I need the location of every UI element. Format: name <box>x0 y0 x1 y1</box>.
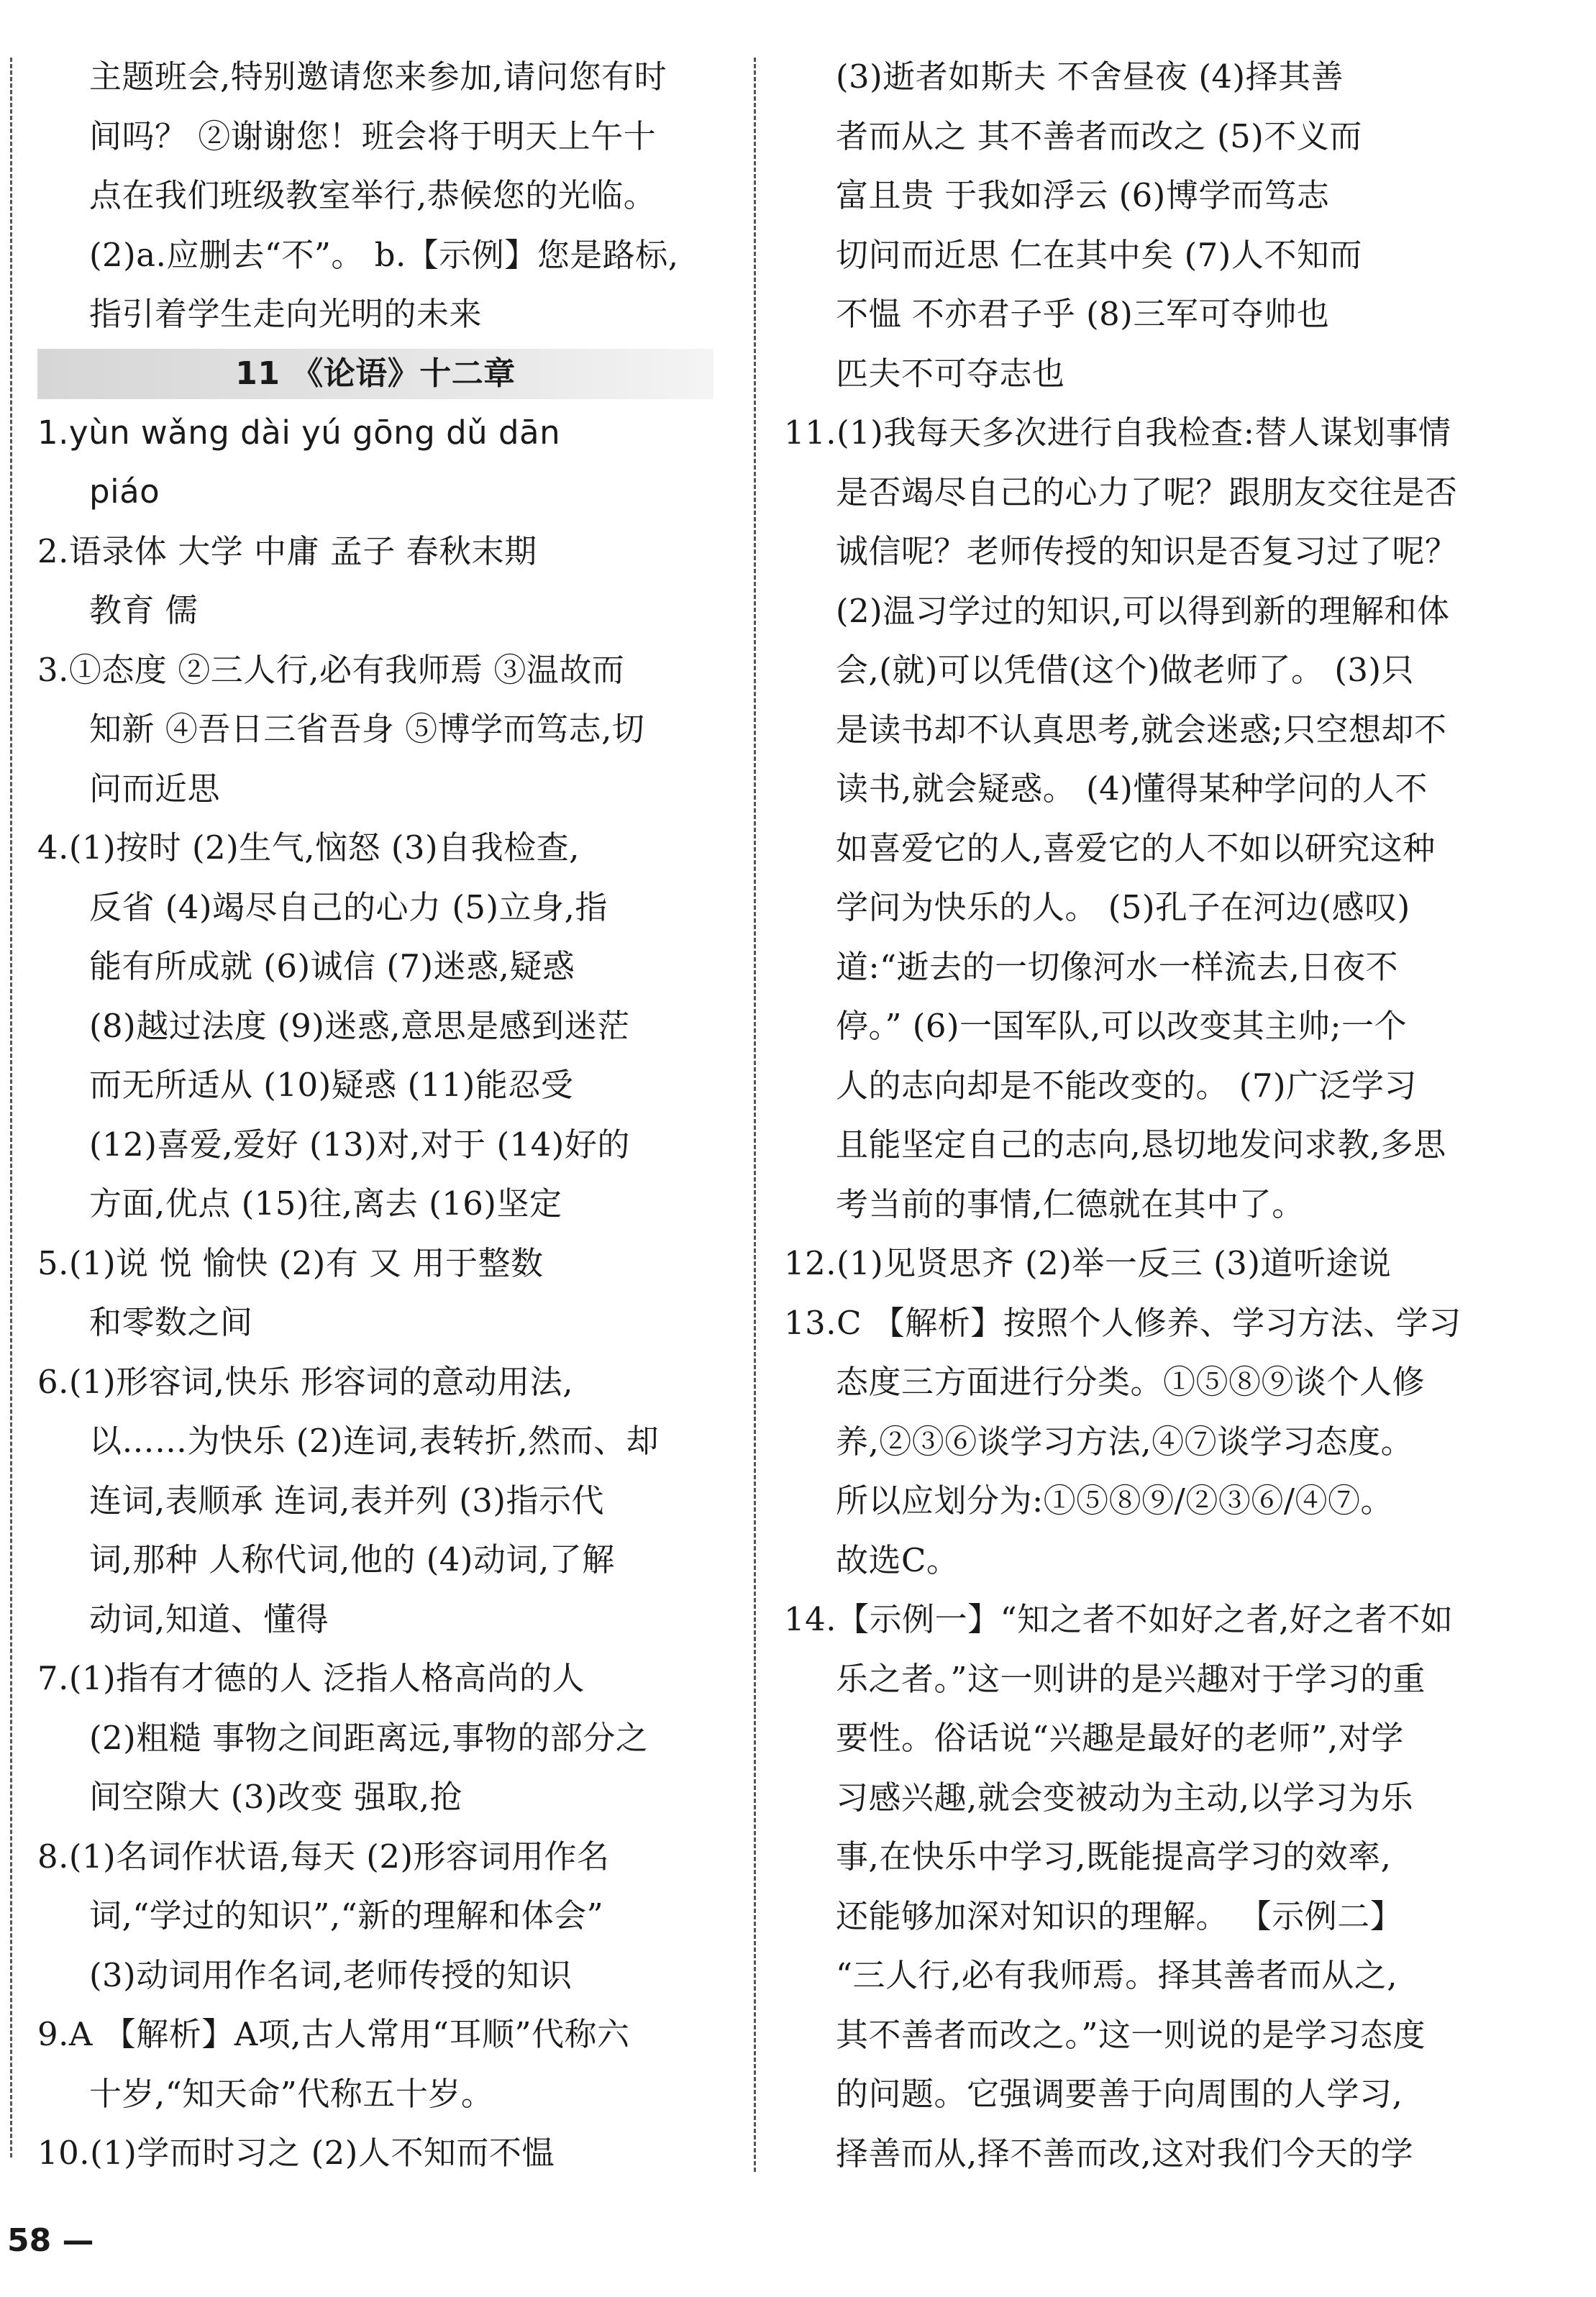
answer-line: (2)粗糙 事物之间距离远,事物的部分之 <box>89 1718 649 1757</box>
answer-line: 7.(1)指有才德的人 泛指人格高尚的人 <box>37 1659 585 1697</box>
answer-line: (2)温习学过的知识,可以得到新的理解和体 <box>836 591 1450 630</box>
answer-line: 匹夫不可夺志也 <box>836 354 1065 393</box>
text-line: (2)a.应删去“不”。 b.【示例】您是路标, <box>89 235 679 274</box>
answer-line: 9.A 【解析】A项,古人常用“耳顺”代称六 <box>37 2015 630 2053</box>
answer-line: 词,“学过的知识”,“新的理解和体会” <box>89 1896 604 1935</box>
answer-line: 和零数之间 <box>89 1303 253 1341</box>
answer-line: 其不善者而改之。”这一则说的是学习态度 <box>836 2015 1426 2054</box>
answer-line: 1.yùn wǎng dài yú gōng dǔ dān <box>37 413 561 452</box>
answer-line: 会,(就)可以凭借(这个)做老师了。 (3)只 <box>836 651 1415 689</box>
answer-line: 是读书却不认真思考,就会迷惑;只空想却不 <box>836 710 1447 749</box>
text-line: 主题班会,特别邀请您来参加,请问您有时 <box>89 58 667 96</box>
text-line: 间吗？ ②谢谢您！班会将于明天上午十 <box>89 117 657 155</box>
answer-line: 8.(1)名词作状语,每天 (2)形容词用作名 <box>37 1837 610 1876</box>
answer-line: 方面,优点 (15)往,离去 (16)坚定 <box>89 1184 562 1223</box>
answer-line: 如喜爱它的人,喜爱它的人不如以研究这种 <box>836 828 1436 867</box>
answer-line: 者而从之 其不善者而改之 (5)不义而 <box>836 117 1362 155</box>
answer-line: 3.①态度 ②三人行,必有我师焉 ③温故而 <box>37 650 625 689</box>
answer-line: 13.C 【解析】按照个人修养、学习方法、学习 <box>784 1303 1462 1342</box>
answer-line: 态度三方面进行分类。①⑤⑧⑨谈个人修 <box>836 1363 1426 1401</box>
answer-line: 习感兴趣,就会变被动为主动,以学习为乐 <box>836 1778 1414 1817</box>
answer-line: 事,在快乐中学习,既能提高学习的效率, <box>836 1837 1392 1876</box>
answer-line: 知新 ④吾日三省吾身 ⑤博学而笃志,切 <box>89 710 645 748</box>
answer-line: 词,那种 人称代词,他的 (4)动词,了解 <box>89 1540 615 1579</box>
section-title: 11 《论语》十二章 <box>37 349 713 399</box>
answer-line: 择善而从,择不善而改,这对我们今天的学 <box>836 2134 1414 2173</box>
answer-line: 11.(1)我每天多次进行自我检查:替人谋划事情 <box>784 414 1451 452</box>
column-divider-dashed-line <box>754 58 756 2172</box>
answer-line: (3)逝者如斯夫 不舍昼夜 (4)择其善 <box>836 58 1344 96</box>
answer-line: 以……为快乐 (2)连词,表转折,然而、却 <box>89 1422 660 1460</box>
answer-line: 学问为快乐的人。 (5)孔子在河边(感叹) <box>836 888 1410 926</box>
answer-line: 乐之者。”这一则讲的是兴趣对于学习的重 <box>836 1659 1426 1698</box>
answer-line: 的问题。它强调要善于向周围的人学习, <box>836 2075 1403 2113</box>
answer-line: 诚信呢？老师传授的知识是否复习过了呢？ <box>836 532 1458 570</box>
page-number: 58 — <box>7 2222 94 2259</box>
answer-line: 14.【示例一】“知之者不如好之者,好之者不如 <box>784 1600 1454 1638</box>
answer-line: 12.(1)见贤思齐 (2)举一反三 (3)道听途说 <box>784 1244 1392 1282</box>
answer-line: 2.语录体 大学 中庸 孟子 春秋末期 <box>37 531 537 570</box>
answer-line: 4.(1)按时 (2)生气,恼怒 (3)自我检查, <box>37 828 580 867</box>
answer-line: (8)越过法度 (9)迷惑,意思是感到迷茫 <box>89 1006 630 1045</box>
text-line: 指引着学生走向光明的未来 <box>89 295 483 333</box>
answer-line: “三人行,必有我师焉。择其善者而从之, <box>836 1956 1398 1994</box>
left-margin-dashed-line <box>10 58 12 2157</box>
answer-line: 是否竭尽自己的心力了呢？跟朋友交往是否 <box>836 472 1458 511</box>
answer-line: 不愠 不亦君子乎 (8)三军可夺帅也 <box>836 295 1330 333</box>
answer-line: 还能够加深对知识的理解。 【示例二】 <box>836 1896 1403 1935</box>
answer-line: 道:“逝去的一切像河水一样流去,日夜不 <box>836 947 1398 986</box>
left-column <box>37 47 721 2183</box>
answer-line: 而无所适从 (10)疑惑 (11)能忍受 <box>89 1066 574 1104</box>
answer-line: 5.(1)说 悦 愉快 (2)有 又 用于整数 <box>37 1243 544 1282</box>
answer-line: 反省 (4)竭尽自己的心力 (5)立身,指 <box>89 887 608 926</box>
answer-line: 问而近思 <box>89 769 221 808</box>
answer-line: 考当前的事情,仁德就在其中了。 <box>836 1184 1305 1223</box>
answer-line: 富且贵 于我如浮云 (6)博学而笃志 <box>836 176 1330 214</box>
answer-line: 连词,表顺承 连词,表并列 (3)指示代 <box>89 1481 604 1520</box>
answer-line: 切问而近思 仁在其中矣 (7)人不知而 <box>836 235 1362 274</box>
answer-line: (12)喜爱,爱好 (13)对,对于 (14)好的 <box>89 1125 630 1164</box>
answer-line: 停。” (6)一国军队,可以改变其主帅;一个 <box>836 1007 1408 1045</box>
answer-line: 人的志向却是不能改变的。 (7)广泛学习 <box>836 1066 1418 1105</box>
answer-line: 能有所成就 (6)诚信 (7)迷惑,疑惑 <box>89 947 575 985</box>
answer-line: (3)动词用作名词,老师传授的知识 <box>89 1955 573 1994</box>
text-line: 点在我们班级教室举行,恭候您的光临。 <box>89 176 657 214</box>
answer-line: 间空隙大 (3)改变 强取,抢 <box>89 1778 463 1816</box>
answer-line: 教育 儒 <box>89 591 199 629</box>
answer-line: 养,②③⑥谈学习方法,④⑦谈学习态度。 <box>836 1422 1414 1461</box>
answer-line: 要性。俗话说“兴趣是最好的老师”,对学 <box>836 1719 1404 1757</box>
answer-line: 动词,知道、懂得 <box>89 1599 329 1638</box>
answer-line: 故选C。 <box>836 1540 959 1579</box>
answer-line: piáo <box>89 472 160 511</box>
answer-line: 6.(1)形容词,快乐 形容词的意动用法, <box>37 1362 574 1401</box>
answer-line: 所以应划分为:①⑤⑧⑨/②③⑥/④⑦。 <box>836 1481 1393 1520</box>
right-column <box>784 47 1554 2183</box>
answer-line: 读书,就会疑惑。 (4)懂得某种学问的人不 <box>836 770 1428 808</box>
answer-line: 且能坚定自己的志向,恳切地发问求教,多思 <box>836 1125 1446 1164</box>
answer-line: 10.(1)学而时习之 (2)人不知而不愠 <box>37 2134 555 2172</box>
answer-line: 十岁,“知天命”代称五十岁。 <box>89 2074 494 2113</box>
